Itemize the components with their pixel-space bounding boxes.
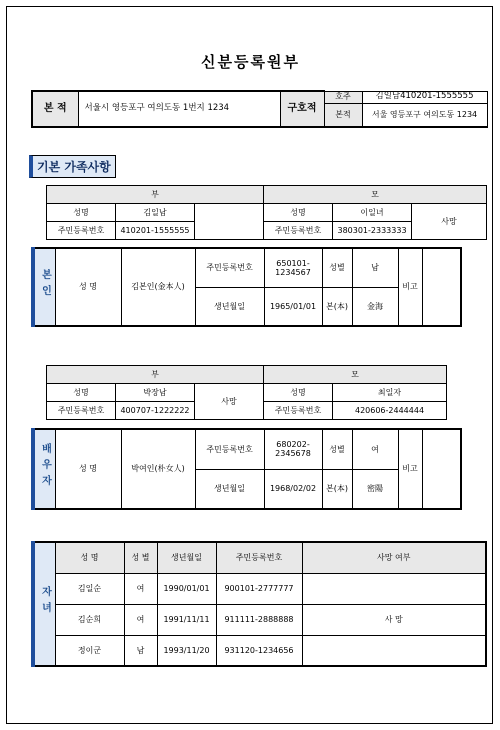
mother-name: 이일녀 — [333, 204, 412, 222]
self-rrn-label: 주민등록번호 — [195, 248, 264, 287]
spouse-father-name-label: 성명 — [47, 384, 116, 402]
spouse-mother-name-label: 성명 — [264, 384, 333, 402]
spouse-father-name: 박장남 — [116, 384, 195, 402]
spouse-bon-value: 密陽 — [352, 469, 398, 509]
father-rrn: 410201-1555555 — [116, 222, 195, 240]
hoju-value: 김일남410201-1555555 — [362, 91, 487, 103]
children-header-name: 성 명 — [55, 542, 124, 573]
bonjeok-label: 본 적 — [32, 91, 78, 127]
origin-table — [31, 90, 488, 128]
child-rrn: 911111-2888888 — [216, 604, 302, 635]
hoju-label: 호주 — [324, 91, 362, 103]
self-bon-label: 본(本) — [322, 287, 352, 326]
spouse-note-label: 비고 — [398, 429, 422, 509]
bonjeok2-value: 서울 영등포구 여의도동 1234 — [362, 103, 487, 127]
child-death — [302, 573, 486, 604]
children-header-rrn: 주민등록번호 — [216, 542, 302, 573]
child-sex: 여 — [124, 604, 157, 635]
parents-table-self — [46, 185, 487, 240]
spouse-table — [31, 428, 462, 510]
spouse-birth-label: 생년월일 — [195, 469, 264, 509]
section-title-family: 기본 가족사항 — [29, 155, 116, 178]
self-note-label: 비고 — [398, 248, 422, 326]
document-page — [6, 6, 493, 724]
spouse-father-rrn-label: 주민등록번호 — [47, 402, 116, 420]
child-birth: 1991/11/11 — [157, 604, 216, 635]
children-table — [31, 541, 487, 667]
child-death — [302, 635, 486, 666]
father-name: 김일남 — [116, 204, 195, 222]
spouse-mother-name: 최일자 — [333, 384, 447, 402]
mother-header: 모 — [264, 186, 487, 204]
children-header-death: 사망 여부 — [302, 542, 486, 573]
spouse-sex-value: 여 — [352, 429, 398, 469]
spouse-rrn-value: 680202-2345678 — [264, 429, 322, 469]
spouse-bon-label: 본(本) — [322, 469, 352, 509]
spouse-name-value: 박여인(朴女人) — [121, 429, 195, 509]
spouse-father-status: 사망 — [195, 384, 264, 420]
document-title: 신분등록원부 — [201, 53, 300, 71]
spouse-side-label: 배우자 — [33, 429, 55, 509]
father-name-label: 성명 — [47, 204, 116, 222]
spouse-mother-rrn-label: 주민등록번호 — [264, 402, 333, 420]
spouse-mother-rrn: 420606-2444444 — [333, 402, 447, 420]
mother-status: 사망 — [412, 204, 487, 240]
self-sex-value: 남 — [352, 248, 398, 287]
father-rrn-label: 주민등록번호 — [47, 222, 116, 240]
self-side-label: 본인 — [33, 248, 55, 326]
mother-rrn: 380301-2333333 — [333, 222, 412, 240]
child-birth: 1993/11/20 — [157, 635, 216, 666]
children-header-sex: 성 별 — [124, 542, 157, 573]
children-header-birth: 생년월일 — [157, 542, 216, 573]
self-sex-label: 성별 — [322, 248, 352, 287]
child-rrn: 931120-1234656 — [216, 635, 302, 666]
child-name: 김일순 — [55, 573, 124, 604]
spouse-birth-value: 1968/02/02 — [264, 469, 322, 509]
father-status — [195, 204, 264, 240]
mother-rrn-label: 주민등록번호 — [264, 222, 333, 240]
self-name-label: 성 명 — [55, 248, 121, 326]
gu-hojeok-label: 구호적 — [280, 91, 324, 127]
child-name: 김순희 — [55, 604, 124, 635]
self-birth-label: 생년월일 — [195, 287, 264, 326]
spouse-rrn-label: 주민등록번호 — [195, 429, 264, 469]
child-sex: 남 — [124, 635, 157, 666]
self-bon-value: 金海 — [352, 287, 398, 326]
self-note-value — [422, 248, 461, 326]
child-birth: 1990/01/01 — [157, 573, 216, 604]
table-row — [33, 604, 486, 635]
spouse-note-value — [422, 429, 461, 509]
spouse-father-rrn: 400707-1222222 — [116, 402, 195, 420]
father-header: 부 — [47, 186, 264, 204]
child-sex: 여 — [124, 573, 157, 604]
child-death: 사 망 — [302, 604, 486, 635]
table-row — [33, 573, 486, 604]
table-row — [33, 635, 486, 666]
self-table — [31, 247, 462, 327]
bonjeok2-label: 본적 — [324, 103, 362, 127]
self-birth-value: 1965/01/01 — [264, 287, 322, 326]
spouse-sex-label: 성별 — [322, 429, 352, 469]
child-rrn: 900101-2777777 — [216, 573, 302, 604]
parents-table-spouse — [46, 365, 447, 420]
bonjeok-value: 서울시 영등포구 여의도동 1번지 1234 — [78, 91, 280, 127]
spouse-father-header: 부 — [47, 366, 264, 384]
mother-name-label: 성명 — [264, 204, 333, 222]
spouse-mother-header: 모 — [264, 366, 447, 384]
self-rrn-value: 650101-1234567 — [264, 248, 322, 287]
child-name: 정이군 — [55, 635, 124, 666]
self-name-value: 김본인(金本人) — [121, 248, 195, 326]
children-side-label: 자녀 — [33, 542, 55, 666]
spouse-name-label: 성 명 — [55, 429, 121, 509]
